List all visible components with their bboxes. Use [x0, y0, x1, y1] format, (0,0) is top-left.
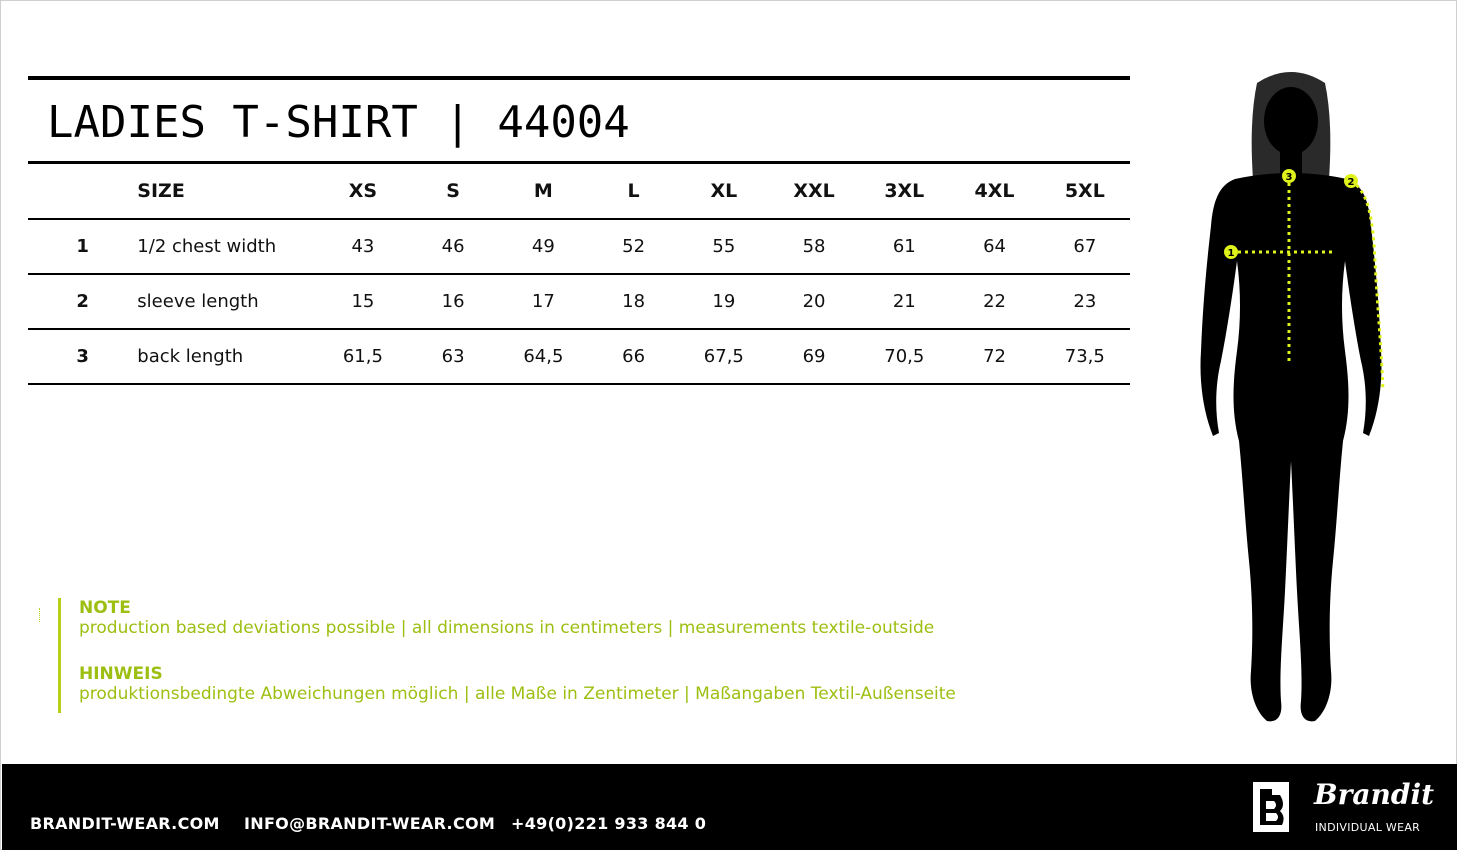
- table-header-row: [28, 164, 1130, 219]
- table-cell: 70,5: [859, 329, 949, 384]
- row-number: 1: [28, 219, 137, 274]
- header-cell-5xl: 5XL: [1040, 164, 1130, 219]
- header-cell-4xl: 4XL: [949, 164, 1039, 219]
- header-cell-xxl: XXL: [769, 164, 859, 219]
- header-cell-3xl: 3XL: [859, 164, 949, 219]
- table-cell: 63: [408, 329, 498, 384]
- table-cell: 69: [769, 329, 859, 384]
- header-cell-xs: XS: [318, 164, 408, 219]
- body-silhouette-illustration: [1191, 61, 1391, 731]
- footer-phone: +49(0)221 933 844 0: [511, 814, 707, 833]
- table-cell: 52: [588, 219, 678, 274]
- footer: [2, 764, 1457, 850]
- head-shape: [1264, 87, 1318, 155]
- row-label: 1/2 chest width: [137, 219, 317, 274]
- top-rule: [28, 76, 1130, 80]
- table-cell: 61: [859, 219, 949, 274]
- table-cell: 72: [949, 329, 1039, 384]
- note-heading-en: NOTE: [79, 598, 131, 618]
- table-cell: 49: [498, 219, 588, 274]
- header-cell-s: S: [408, 164, 498, 219]
- header-cell-size: SIZE: [137, 164, 317, 219]
- table-row: [28, 219, 1130, 274]
- row-label: back length: [137, 329, 317, 384]
- brand-tagline: INDIVIDUAL WEAR: [1315, 821, 1421, 834]
- row-number: 2: [28, 274, 137, 329]
- header-cell-l: L: [588, 164, 678, 219]
- table-cell: 73,5: [1040, 329, 1130, 384]
- table-cell: 18: [588, 274, 678, 329]
- table-cell: 67,5: [679, 329, 769, 384]
- table-cell: 64: [949, 219, 1039, 274]
- table-cell: 19: [679, 274, 769, 329]
- table-cell: 55: [679, 219, 769, 274]
- table-row: [28, 329, 1130, 384]
- table-cell: 67: [1040, 219, 1130, 274]
- marker-1-label: 1: [1227, 248, 1235, 259]
- table-cell: 58: [769, 219, 859, 274]
- dotted-marker: [39, 608, 41, 622]
- header-cell-m: M: [498, 164, 588, 219]
- footer-website-link[interactable]: BRANDIT-WEAR.COM: [30, 814, 220, 833]
- note-text-de: produktionsbedingte Abweichungen möglich | alle Maße in Zentimeter | Maßangaben Textil-Außenseite: [79, 684, 956, 704]
- marker-3-label: 3: [1285, 172, 1293, 183]
- table-cell: 46: [408, 219, 498, 274]
- brand-badge-icon: [1252, 781, 1290, 833]
- table-cell: 21: [859, 274, 949, 329]
- table-cell: 61,5: [318, 329, 408, 384]
- table-cell: 15: [318, 274, 408, 329]
- row-label: sleeve length: [137, 274, 317, 329]
- table-cell: 16: [408, 274, 498, 329]
- table-cell: 43: [318, 219, 408, 274]
- table-cell: 22: [949, 274, 1039, 329]
- table-cell: 17: [498, 274, 588, 329]
- table-cell: 23: [1040, 274, 1130, 329]
- table-cell: 20: [769, 274, 859, 329]
- row-number: 3: [28, 329, 137, 384]
- footer-email-link[interactable]: INFO@BRANDIT-WEAR.COM: [244, 814, 496, 833]
- table-cell: 64,5: [498, 329, 588, 384]
- header-cell-index: [28, 164, 137, 219]
- brand-logo-text: Brandit: [1314, 778, 1435, 811]
- note-box: [58, 598, 1058, 713]
- table-row: [28, 274, 1130, 329]
- note-heading-de: HINWEIS: [79, 664, 163, 684]
- table-cell: 66: [588, 329, 678, 384]
- header-cell-xl: XL: [679, 164, 769, 219]
- size-table: [28, 164, 1130, 385]
- note-text-en: production based deviations possible | all dimensions in centimeters | measurements textile-outside: [79, 618, 935, 638]
- page-title: LADIES T-SHIRT | 44004: [47, 97, 630, 148]
- marker-2-label: 2: [1347, 177, 1355, 188]
